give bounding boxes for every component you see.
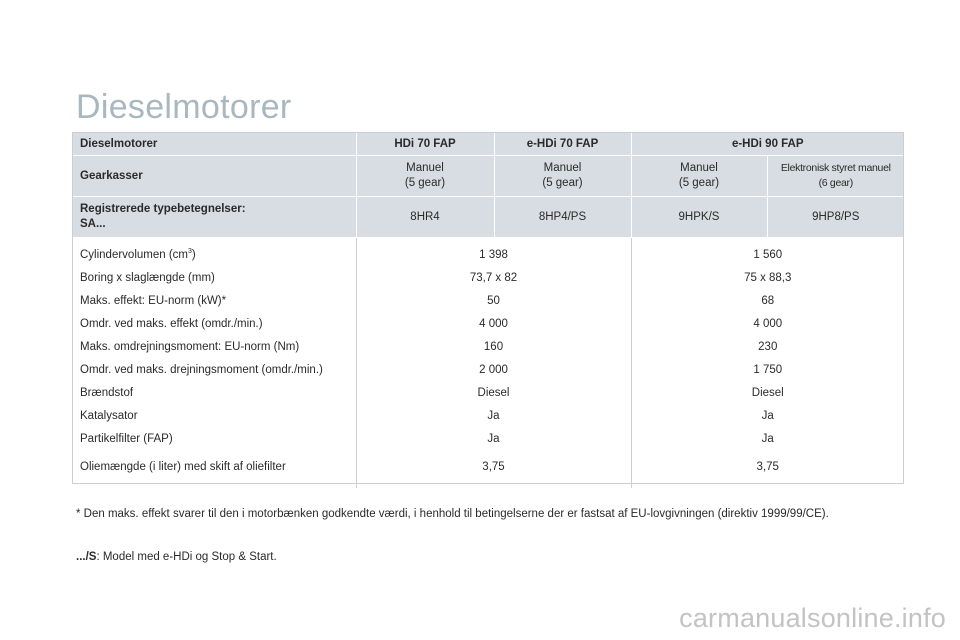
header-label: Dieselmotorer [72, 132, 356, 156]
row-label-end: ) [191, 249, 196, 261]
row-label: Boring x slaglængde (mm) [72, 266, 356, 289]
value-90: 4 000 [753, 317, 783, 330]
legend-key: .../S [76, 551, 97, 563]
row-label-superscript: 3 [188, 248, 192, 256]
value-90: 1 750 [753, 363, 783, 376]
gearbox-cell [494, 156, 631, 197]
value-70: Ja [356, 404, 631, 427]
gearbox-cell [767, 156, 904, 197]
type-code-cell: 9HPK/S [631, 197, 767, 238]
row-label: Partikelfilter (FAP) [72, 427, 356, 450]
row-label: Oliemængde (i liter) med skift af oliefilter [72, 450, 356, 488]
header-hdi70: HDi 70 FAP [356, 132, 494, 156]
type-code-row [72, 197, 904, 238]
row-label-text: Cylindervolumen (cm [80, 249, 189, 261]
value-70: Diesel [356, 381, 631, 404]
value-70: 2 000 [356, 358, 631, 381]
page-title: Dieselmotorer [76, 88, 292, 126]
value-70: 160 [356, 335, 631, 358]
engine-spec-table [72, 132, 904, 488]
row-label: Omdr. ved maks. drejningsmoment (omdr./min.) [72, 358, 356, 381]
value-70: Ja [356, 427, 631, 450]
gearbox-gears: (5 gear) [678, 177, 720, 189]
type-code-cell: 8HP4/PS [494, 197, 631, 238]
table-row [72, 312, 904, 335]
row-label [72, 238, 356, 267]
row-label: Maks. omdrejningsmoment: EU-norm (Nm) [72, 335, 356, 358]
type-code-label-line: SA... [80, 218, 106, 230]
header-ehdi70: e-HDi 70 FAP [494, 132, 631, 156]
type-code-cell: 9HP8/PS [767, 197, 904, 238]
value-70: 1 398 [356, 238, 631, 267]
value-90: Ja [761, 409, 774, 422]
value-70: 4 000 [356, 312, 631, 335]
value-90: Diesel [751, 386, 784, 399]
watermark: carmanualsonline.info [679, 603, 946, 633]
table-row [72, 289, 904, 312]
type-code-cell: 8HR4 [356, 197, 494, 238]
gearbox-cell [356, 156, 494, 197]
footnote: * Den maks. effekt svarer til den i motorbænken godkendte værdi, i henhold til betingelserne der er fastsat af EU-lovgivningen (direktiv 1999/99/CE). [76, 508, 829, 520]
gearbox-cell [631, 156, 767, 197]
gearbox-type: Manuel [406, 162, 444, 174]
table-row [72, 450, 904, 488]
gearbox-label: Gearkasser [72, 156, 356, 197]
value-70: 50 [356, 289, 631, 312]
value-90: Ja [761, 432, 774, 445]
value-90: 1 560 [753, 249, 783, 261]
gearbox-gears: (5 gear) [404, 177, 446, 189]
table-row [72, 404, 904, 427]
gearbox-gears: (6 gear) [818, 177, 853, 189]
table-row [72, 381, 904, 404]
row-label: Brændstof [72, 381, 356, 404]
value-90: 75 x 88,3 [744, 271, 792, 284]
gearbox-type: Manuel [543, 162, 582, 174]
value-90: 3,75 [756, 461, 779, 473]
legend-text: : Model med e-HDi og Stop & Start. [96, 551, 277, 563]
legend [76, 551, 277, 563]
value-90: 68 [761, 294, 775, 307]
gearbox-type: Elektronisk styret manuel [780, 162, 891, 174]
type-code-label [72, 197, 356, 238]
row-label: Omdr. ved maks. effekt (omdr./min.) [72, 312, 356, 335]
value-90: 230 [758, 340, 778, 353]
row-label: Maks. effekt: EU-norm (kW)* [72, 289, 356, 312]
type-code-label-line: Registrerede typebetegnelser: [80, 203, 246, 215]
row-label: Katalysator [72, 404, 356, 427]
value-70: 3,75 [356, 450, 631, 488]
header-ehdi90: e-HDi 90 FAP [631, 132, 904, 156]
table-row [72, 427, 904, 450]
table-header-row [72, 132, 904, 156]
table-row [72, 238, 904, 267]
gearbox-gears: (5 gear) [542, 177, 583, 189]
gearbox-type: Manuel [680, 162, 718, 174]
table-row [72, 335, 904, 358]
table-row [72, 358, 904, 381]
table-row [72, 266, 904, 289]
value-70: 73,7 x 82 [356, 266, 631, 289]
gearbox-row [72, 156, 904, 197]
